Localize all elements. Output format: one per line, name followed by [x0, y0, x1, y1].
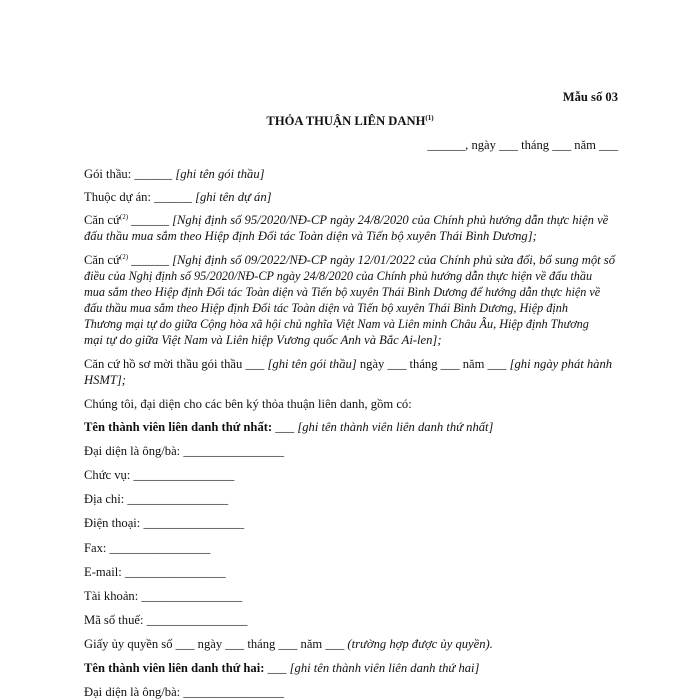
can-cu-2-line3: mua sắm theo Hiệp định Đối tác Toàn diện và Tiến bộ xuyên Thái Bình Dương để hướng dẫn thực hiện về — [84, 285, 601, 299]
member1-blank: ___ — [272, 420, 298, 434]
goi-thau-hint: [ghi tên gói thầu] — [175, 167, 265, 181]
document-title — [0, 114, 700, 129]
can-cu-hsmt-prefix: Căn cứ hồ sơ mời thầu gói thầu ___ — [84, 357, 268, 371]
can-cu-2-line6: mại tự do giữa Việt Nam và Liên hiệp Vương quốc Anh và Bắc Ai-len]; — [84, 333, 442, 347]
title-text: THỎA THUẬN LIÊN DANH — [266, 114, 426, 128]
can-cu-hsmt-hint2: [ghi ngày phát hành — [509, 357, 613, 371]
form-number: Mẫu số 03 — [562, 90, 618, 104]
can-cu-1-note: (2) — [119, 212, 129, 221]
tai-khoan-field: Tài khoản: ________________ — [84, 589, 243, 603]
giay-uy-quyen-line — [84, 636, 493, 652]
member2-label: Tên thành viên liên danh thứ hai: — [84, 661, 265, 675]
can-cu-hsmt-middle: ngày ___ tháng ___ năm ___ — [356, 357, 510, 371]
member1-label: Tên thành viên liên danh thứ nhất: — [84, 420, 273, 434]
can-cu-2-line5: Thương mại tự do giữa Cộng hòa xã hội chủ nghĩa Việt Nam và Liên minh Châu Âu, Hiệp định Thương — [84, 317, 589, 331]
can-cu-hsmt-hint1: [ghi tên gói thầu] — [267, 357, 357, 371]
giay-uy-quyen-hint: (trường hợp được ủy quyền). — [347, 637, 493, 651]
can-cu-hsmt-line2: HSMT]; — [84, 373, 126, 387]
dia-chi-field: Địa chỉ: ________________ — [84, 492, 229, 506]
giay-uy-quyen-text: Giấy ủy quyền số ___ ngày ___ tháng ___ năm ___ — [84, 637, 348, 651]
can-cu-2-line1 — [84, 252, 615, 268]
goi-thau-label: Gói thầu: ______ — [84, 167, 176, 181]
du-an-line — [84, 189, 272, 205]
intro-text: Chúng tôi, đại diện cho các bên ký thỏa thuận liên danh, gồm có: — [84, 397, 412, 411]
member2-line — [84, 660, 479, 676]
dai-dien-field: Đại diện là ông/bà: ________________ — [84, 444, 285, 458]
member2-hint: [ghi tên thành viên liên danh thứ hai] — [289, 661, 480, 675]
can-cu-2-text: [Nghị định số 09/2022/NĐ-CP ngày 12/01/2022 của Chính phủ sửa đổi, bổ sung một số — [172, 253, 615, 267]
email-field: E-mail: ________________ — [84, 565, 226, 579]
du-an-label: Thuộc dự án: ______ — [84, 190, 196, 204]
can-cu-2-line4: đấu thầu mua sắm theo Hiệp định Đối tác Toàn diện và Tiến bộ xuyên Thái Bình Dương, Hiệp định — [84, 301, 568, 315]
du-an-hint: [ghi tên dự án] — [195, 190, 272, 204]
title-note: (1) — [425, 113, 434, 122]
can-cu-hsmt-line1 — [84, 356, 612, 372]
member1-line — [84, 419, 493, 435]
can-cu-2-blank: ______ — [128, 253, 173, 267]
chuc-vu-field: Chức vụ: ________________ — [84, 468, 235, 482]
dien-thoai-field: Điện thoại: ________________ — [84, 516, 245, 530]
can-cu-1-blank: ______ — [128, 213, 173, 227]
member2-blank: ___ — [264, 661, 290, 675]
member1-hint: [ghi tên thành viên liên danh thứ nhất] — [297, 420, 494, 434]
can-cu-1-prefix: Căn cứ — [84, 213, 120, 227]
fax-field: Fax: ________________ — [84, 541, 211, 555]
goi-thau-line — [84, 166, 265, 182]
dai-dien-2-field: Đại diện là ông/bà: ________________ — [84, 685, 285, 699]
can-cu-2-line2: điều của Nghị định số 95/2020/NĐ-CP ngày 24/8/2020 của Chính phủ hướng dẫn thực hiện về đấu thầu — [84, 269, 593, 283]
can-cu-2-prefix: Căn cứ — [84, 253, 120, 267]
date-line: ______, ngày ___ tháng ___ năm ___ — [427, 138, 618, 152]
ma-so-thue-field: Mã số thuế: ________________ — [84, 613, 248, 627]
can-cu-1-line1 — [84, 212, 608, 228]
can-cu-1-text: [Nghị định số 95/2020/NĐ-CP ngày 24/8/2020 của Chính phủ hướng dẫn thực hiện về — [172, 213, 609, 227]
can-cu-1-line2: đấu thầu mua sắm theo Hiệp định Đối tác Toàn diện và Tiến bộ xuyên Thái Bình Dương]; — [84, 229, 537, 243]
can-cu-2-note: (2) — [119, 252, 129, 261]
